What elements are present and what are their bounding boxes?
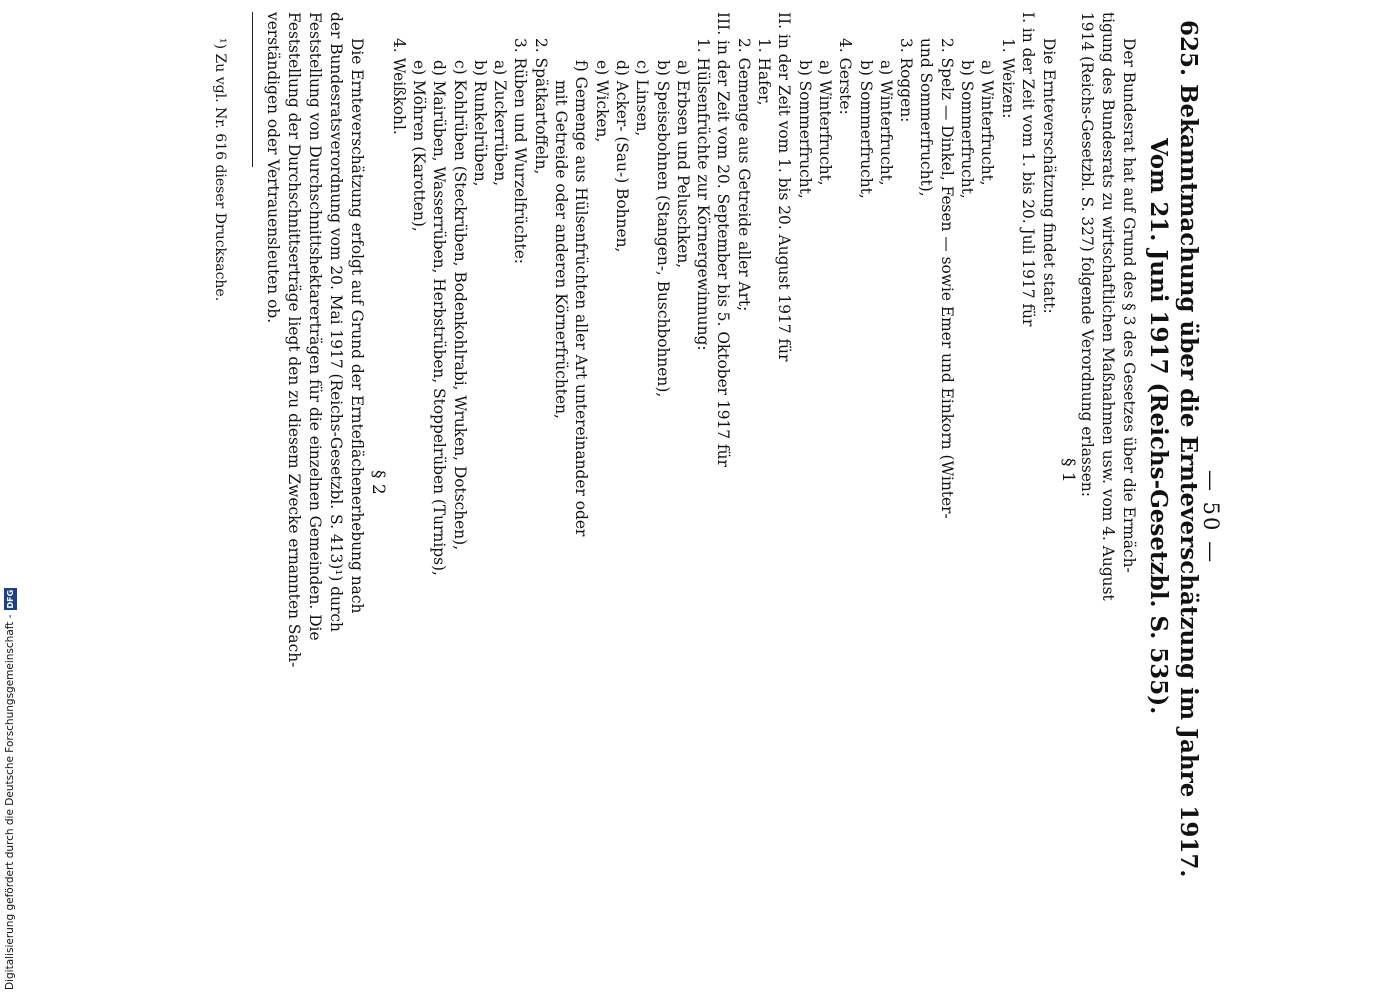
- section-1-list-item: c) Kohlrüben (Steckrüben, Bodenkohlrabi, Wruken, Dotschen),: [450, 60, 469, 551]
- section-1-list-item: b) Sommerfrucht,: [856, 60, 875, 199]
- preamble-line-1: Der Bundesrat hat auf Grund des § 3 des Gesetzes über die Ermäch-: [1120, 38, 1138, 573]
- document-page: [108, 0, 1228, 980]
- section-1-list-item: 3. Roggen:: [897, 38, 916, 123]
- footnote-divider: [252, 12, 253, 167]
- section-1-list-item: e) Möhren (Karotten),: [410, 60, 428, 232]
- section-1-list-item: I. in der Zeit vom 1. bis 20. Juli 1917 für: [1019, 12, 1037, 327]
- preamble-line-3: 1914 (Reichs-Gesetzbl. S. 327) folgende Verordnung erlassen:: [1078, 12, 1096, 497]
- section-2-line-3: Feststellung von Durchschnittshektarerträgen für die einzelnen Gemeinden. Die: [306, 12, 324, 641]
- preamble-line-2: tigung des Bundesrats zu wirtschaftlichen Maßnahmen usw. vom 4. August: [1099, 12, 1117, 601]
- section-1-list-item: III. in der Zeit vom 20. September bis 5. Oktober 1917 für: [714, 12, 733, 467]
- digitization-credit: [2, 589, 18, 990]
- section-1-list-item: a) Erbsen und Peluschken,: [673, 60, 692, 269]
- section-1-list-item: II. in der Zeit vom 1. bis 20. August 1917 für: [775, 12, 794, 362]
- section-1-list-item: 2. Spätkartoffeln,: [531, 38, 550, 175]
- section-1-list-item: d) Acker- (Sau-) Bohnen,: [613, 60, 631, 253]
- section-1-list-item: f) Gemenge aus Hülsenfrüchten aller Art untereinander oder: [572, 60, 591, 537]
- section-1-list-item: 4. Gerste:: [836, 38, 855, 115]
- section-1-list-item: 1. Hülsenfrüchte zur Körnergewinnung:: [694, 38, 713, 351]
- page-number: — 50 —: [1199, 470, 1223, 565]
- section-2-line-4: Feststellung der Durchschnittserträge liegt den zu diesem Zwecke ernannten Sach-: [285, 12, 303, 668]
- section-1-list-item: d) Mairüben, Wasserrüben, Herbstrüben, Stoppelrüben (Turnips),: [430, 60, 449, 576]
- section-1-list-item: a) Winterfrucht,: [978, 60, 997, 186]
- section-1-list-item: 1. Hafer,: [755, 38, 774, 106]
- digitization-credit-bar: [0, 0, 20, 1000]
- section-1-list-item: a) Zuckerrüben,: [491, 60, 510, 187]
- document-heading-line2: Vom 21. Juni 1917 (Reichs-Gesetzbl. S. 535).: [1145, 138, 1172, 715]
- section-1-list-item: b) Speisebohnen (Stangen-, Buschbohnen),: [653, 60, 672, 398]
- section-2-line-1: Die Ernteverschätzung erfolgt auf Grund der Ernteflächenerhebung nach: [348, 38, 366, 614]
- footnote: ¹) Zu vgl. Nr. 616 dieser Drucksache.: [212, 38, 228, 302]
- section-1-title: § 1: [1058, 458, 1078, 483]
- section-1-list-item: 2. Spelz — Dinkel, Fesen — sowie Emer und Einkorn (Winter-: [937, 38, 956, 519]
- section-1-list-item: 1. Weizen:: [998, 38, 1017, 119]
- section-1-list-item: a) Winterfrucht,: [876, 60, 895, 186]
- section-2-line-2: der Bundesratsverordnung vom 20. Mai 1917 (Reichs-Gesetzbl. S. 413)¹) durch: [327, 12, 345, 632]
- section-1-list-item: e) Wicken,: [592, 60, 611, 143]
- section-2-title: § 2: [368, 470, 388, 495]
- section-2-line-5: verständigen oder Vertrauensleuten ob.: [264, 12, 282, 324]
- section-1-list-item: b) Runkelrüben,: [470, 60, 489, 187]
- section-1-list-item: und Sommerfrucht),: [917, 38, 936, 197]
- dfg-logo-icon: DFG: [5, 589, 15, 609]
- section-1-list-item: 3. Rüben und Wurzelfrüchte:: [511, 38, 530, 264]
- section-1-list-item: b) Sommerfrucht,: [958, 60, 977, 199]
- digitization-credit-text: Digitalisierung gefördert durch die Deutsche Forschungsgemeinschaft -: [4, 614, 16, 990]
- section-1-list-item: a) Winterfrucht,: [816, 60, 834, 186]
- section-1-list-item: 4. Weißkohl.: [389, 38, 408, 135]
- section-1-list-item: mit Getreide oder anderen Körnerfrüchten,: [552, 80, 571, 419]
- section-1-intro: Die Ernteverschätzung findet statt:: [1040, 38, 1058, 314]
- section-1-list-item: c) Linsen,: [633, 60, 652, 137]
- document-heading-line1: 625. Bekanntmachung über die Ernteverschätzung im Jahre 1917.: [1175, 20, 1202, 878]
- section-1-list-item: 2. Gemenge aus Getreide aller Art;: [734, 38, 753, 312]
- section-1-list-item: b) Sommerfrucht,: [795, 60, 814, 199]
